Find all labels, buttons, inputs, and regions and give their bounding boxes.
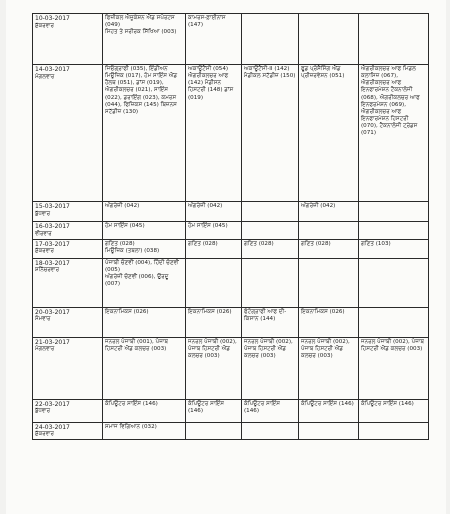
subject-cell: ਹੋਮ ਸਾਇੰਸ (045) [186,222,242,240]
subject-cell: ਸਮਾਜ ਵਿਗਿਆਨ (032) [103,422,186,440]
subject-cell: ਗਣਿਤ (028) [186,239,242,258]
subject-cell: ਅਕਾਊਂਟੈਂਸੀ (054) ਐਗਰੀਕਲਚਰ ਆਫ (142) ਮੈਡੀਸਨ ਹਿਸਟਰੀ (148) ਡਾਂਸ (019) [186,65,242,202]
subject-cell [359,14,429,65]
subject-cell: ਜਨਰਲ ਪੰਜਾਬੀ (002), ਪੰਜਾਬ ਹਿਸਟਰੀ ਐਂਡ ਕਲਚਰ (003) [186,337,242,399]
subject-cell: ਅੰਗਰੇਜ਼ੀ (042) [299,202,359,222]
exam-date: 24-03-2017 [35,423,70,431]
schedule-row [33,202,429,222]
subject-cell [242,14,299,65]
subject-cell: ਕੰਪਿਊਟਰ ਸਾਇੰਸ (146) [186,399,242,422]
subject-cell: ਪੰਜਾਬੀ ਚੋਣਵੀਂ (004), ਹਿੰਦੀ ਚੋਣਵੀਂ (005) ਅੰਗਰੇਜ਼ੀ ਚੋਣਵੀਂ (006), ਉਰਦੂ (007) [103,258,186,307]
exam-date: 18-03-2017 [35,259,70,267]
subject-cell: ਜਿਓਗ੍ਰਾਫੀ (035), ਇੰਡੀਅਨ ਮਿਊਜ਼ਿਕ (017), ਹੋਮ ਸਾਇੰਸ ਐਂਡ ਹੈਲਥ (051), ਡਾਂਸ (019), ਐਗਰੀਕਲਚਰ (021), ਸਾਇੰਸ (022), ਡਰਾਇੰਗ (023), ਕਮਰਸ (044), ਫਿਜ਼ਿਕਸ (145) ਬਿਜ਼ਨਸ ਸਟੱਡੀਜ਼ (130) [103,65,186,202]
subject-cell [242,258,299,307]
exam-date: 14-03-2017 [35,66,70,73]
subject-cell [359,222,429,240]
subject-cell: ਗਣਿਤ (103) [359,239,429,258]
subject-cell: ਗਣਿਤ (028) [242,239,299,258]
exam-weekday: ਬੁੱਧਵਾਰ [35,408,51,415]
schedule-row [33,258,429,307]
subject-cell: ਗਣਿਤ (028) [299,239,359,258]
date-cell [33,65,103,202]
exam-date: 17-03-2017 [35,240,70,248]
date-cell [33,307,103,337]
subject-cell: ਕੰਪਿਊਟਰ ਸਾਇੰਸ (146) [359,399,429,422]
subject-cell: ਐਗਰੀਕਲਚਰ ਆਫ ਮਿਡਲ ਕਲਾਸਿਜ਼ (067), ਐਗਰੀਕਲਚਰ ਆਫ ਇਨਫਾਰਮੇਸ਼ਨ ਟੈਕਨਾਲੋਜੀ (068), ਐਗਰੀਕਲਚਰ ਆਫ ਇਨਫਰਮੇਸ਼ਨ (069), ਐਗਰੀਕਲਚਰ ਆਫ ਇਨਫਾਰਮੇਸ਼ਨ ਹਿਸਟਰੀ (070), ਟੈਕਨਾਲੋਜੀ ਟ੍ਰੇਡਸ (071) [359,65,429,202]
date-cell [33,337,103,399]
schedule-row [33,239,429,258]
date-cell [33,222,103,240]
subject-cell [242,422,299,440]
date-cell [33,14,103,65]
subject-cell: ਜਨਰਲ ਪੰਜਾਬੀ (001), ਪੰਜਾਬ ਹਿਸਟਰੀ ਐਂਡ ਕਲਚਰ (003) [103,337,186,399]
subject-cell [299,222,359,240]
schedule-row [33,14,429,65]
date-cell [33,422,103,440]
exam-weekday: ਸ਼ੁੱਕਰਵਾਰ [35,431,54,438]
date-sheet-body [33,14,429,440]
subject-cell: ਕੰਪਿਊਟਰ ਸਾਇੰਸ (146) [103,399,186,422]
exam-weekday: ਮੰਗਲਵਾਰ [35,73,55,80]
date-cell [33,399,103,422]
schedule-row [33,307,429,337]
subject-cell [186,258,242,307]
subject-cell: ਇਕਨਾਮਿਕਸ (026) [186,307,242,337]
subject-cell: ਜਨਰਲ ਪੰਜਾਬੀ (002), ਪੰਜਾਬ ਹਿਸਟਰੀ ਐਂਡ ਕਲਚਰ (003) [242,337,299,399]
schedule-row [33,422,429,440]
exam-date: 16-03-2017 [35,223,70,230]
subject-cell: ਅਕਾਊਂਟੈਂਸੀ-II (142) ਮੈਡੀਕਲ ਸਟੱਡੀਜ਼ (150) [242,65,299,202]
date-cell [33,239,103,258]
subject-cell: ਅੰਗਰੇਜ਼ੀ (042) [103,202,186,222]
subject-cell: ਕੰਪਿਊਟਰ ਸਾਇੰਸ (146) [299,399,359,422]
exam-weekday: ਮੰਗਲਵਾਰ [35,346,55,353]
subject-cell: ਇਕਨਾਮਿਕਸ (026) [299,307,359,337]
subject-cell: ਜਨਰਲ ਪੰਜਾਬੀ (002), ਪੰਜਾਬ ਹਿਸਟਰੀ ਐਂਡ ਕਲਚਰ (003) [359,337,429,399]
exam-weekday: ਸ਼ਨਿੱਚਰਵਾਰ [35,267,59,274]
subject-cell [359,202,429,222]
exam-date: 10-03-2017 [35,15,70,22]
subject-cell: ਜਨਰਲ ਪੰਜਾਬੀ (002), ਪੰਜਾਬ ਹਿਸਟਰੀ ਐਂਡ ਕਲਚਰ (003) [299,337,359,399]
schedule-row [33,337,429,399]
subject-cell [242,202,299,222]
subject-cell [299,14,359,65]
subject-cell [242,222,299,240]
subject-cell: ਇਕਨਾਮਿਕਸ (026) [103,307,186,337]
exam-date: 22-03-2017 [35,400,70,408]
subject-cell: ਕੰਪਿਊਟਰ ਸਾਇੰਸ (146) [242,399,299,422]
schedule-row [33,222,429,240]
exam-weekday: ਸ਼ੁੱਕਰਵਾਰ [35,22,54,29]
subject-cell [299,258,359,307]
subject-cell: ਫੂਡ ਪ੍ਰੋਸੈਸਿੰਗ ਐਂਡ ਪ੍ਰੀਜ਼ਰਵੇਸ਼ਨ (051) [299,65,359,202]
date-cell [33,258,103,307]
subject-cell [186,422,242,440]
schedule-row [33,399,429,422]
subject-cell: ਫੋਟੋਗ੍ਰਾਫੀ ਆਫ ਦੀ-ਕਿਸਾਨ (144) [242,307,299,337]
date-cell [33,202,103,222]
subject-cell [359,307,429,337]
subject-cell: ਕਾਮਰਸ-ਫ਼ਾਈਨਾਂਸ (147) [186,14,242,65]
exam-date: 21-03-2017 [35,338,70,346]
exam-weekday: ਸੋਮਵਾਰ [35,316,51,323]
subject-cell [299,422,359,440]
subject-cell: ਹੋਮ ਸਾਇੰਸ (045) [103,222,186,240]
exam-weekday: ਸ਼ੁੱਕਰਵਾਰ [35,248,54,255]
subject-cell: ਗਣਿਤ (028) ਮਿਊਜ਼ਿਕ (ਤਬਲਾ) (038) [103,239,186,258]
subject-cell [359,422,429,440]
exam-date: 20-03-2017 [35,308,70,316]
exam-date: 15-03-2017 [35,203,70,210]
exam-weekday: ਵੀਰਵਾਰ [35,230,52,237]
schedule-row [33,65,429,202]
subject-cell [359,258,429,307]
subject-cell: ਅੰਗਰੇਜ਼ੀ (042) [186,202,242,222]
exam-weekday: ਬੁੱਧਵਾਰ [35,210,51,217]
date-sheet-table [32,13,429,440]
subject-cell: ਫਿਜ਼ੀਕਲ ਐਜੂਕੇਸ਼ਨ ਐਂਡ ਸਪੋਰਟਸ (049) ਸਿਹਤ ਤੇ ਸਰੀਰਕ ਸਿੱਖਿਆ (003) [103,14,186,65]
